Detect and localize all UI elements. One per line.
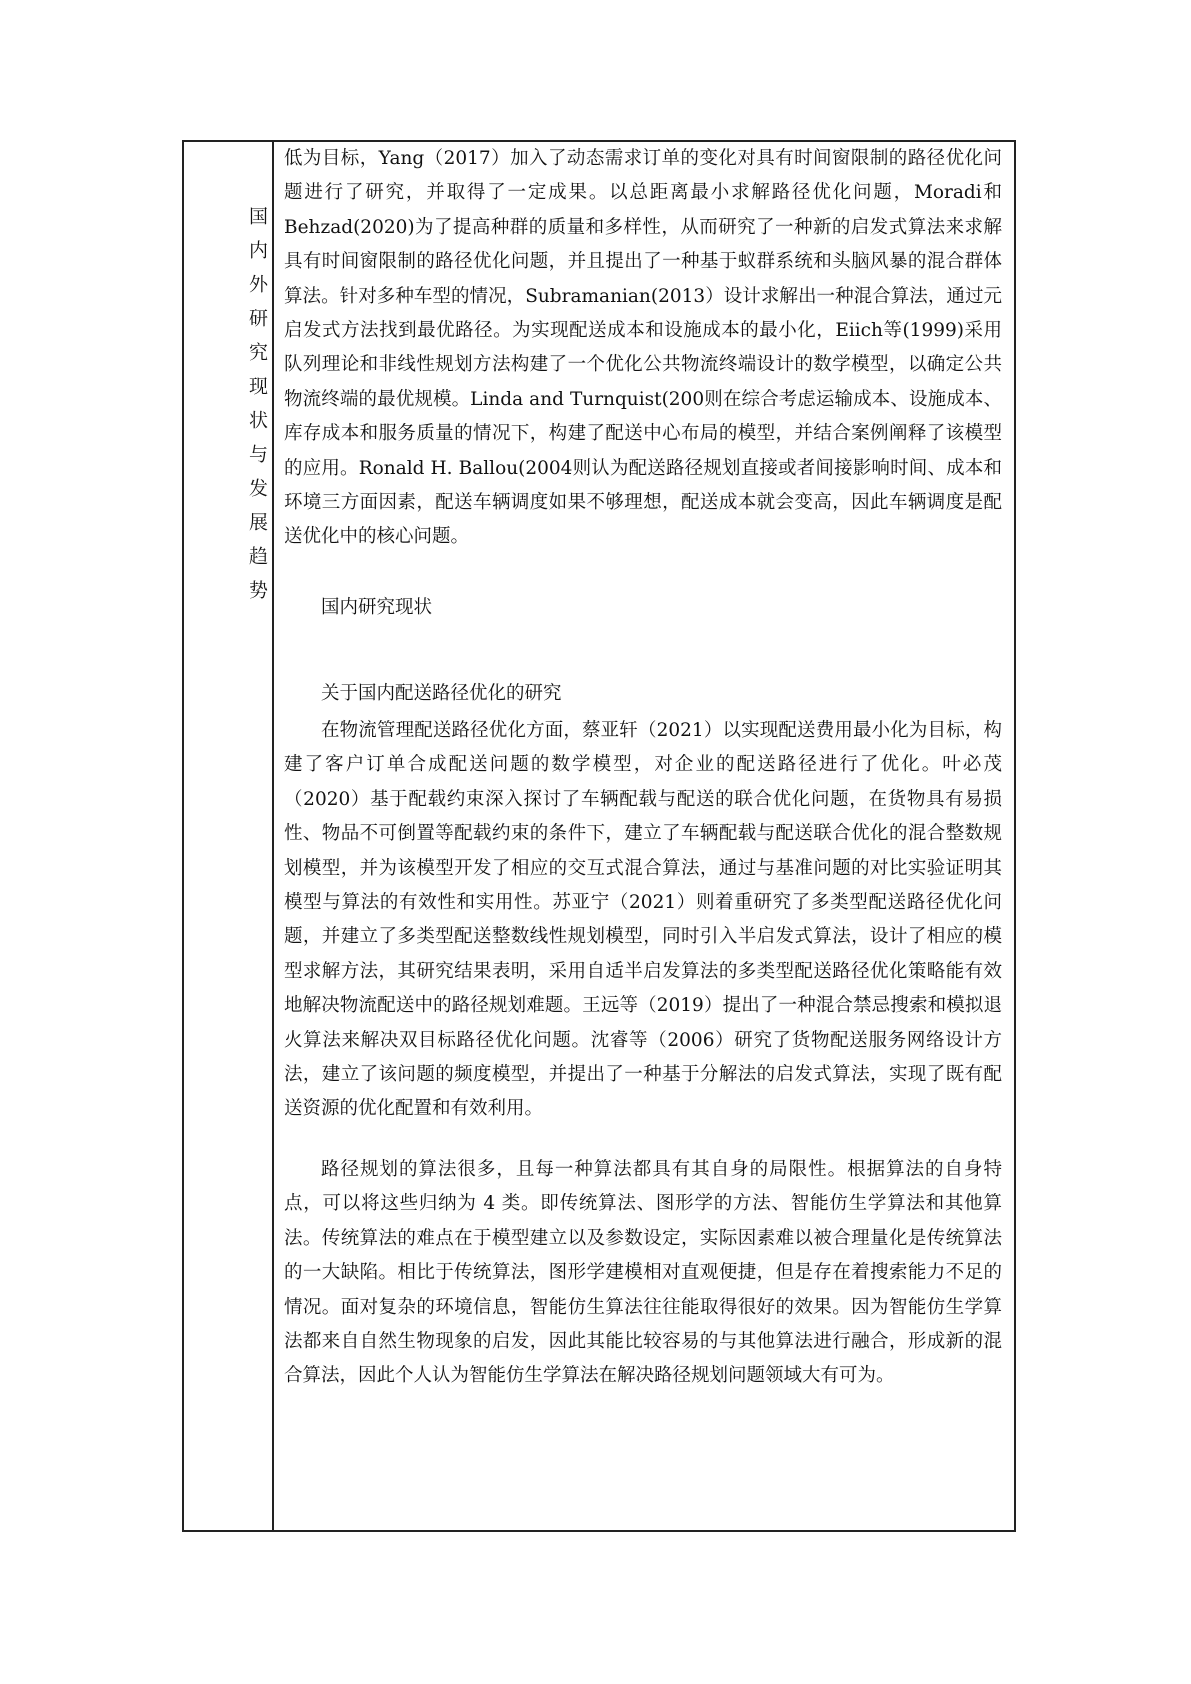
heading-domestic-status: 国内研究现状 xyxy=(321,596,433,618)
row-label: 国内外研究现状与发展趋势 xyxy=(246,206,268,614)
paragraph-algorithms: 路径规划的算法很多，且每一种算法都具有其自身的局限性。根据算法的自身特点，可以将这些归纳为 4 类。即传统算法、图形学的方法、智能仿生学算法和其他算法。传统算法的难点在于模型建立以及参数设定，实际因素难以被合理量化是传统算法的一大缺陷。相比于传统算法，图形学建模相对直观便捷，但是存在着搜索能力不足的情况。面对复杂的环境信息，智能仿生算法往往能取得很好的效果。因为智能仿生学算法都来自自然生物现象的启发，因此其能比较容易的与其他算法进行融合，形成新的混合算法，因此个人认为智能仿生学算法在解决路径规划问题领域大有可为。 xyxy=(284,1159,1002,1387)
heading-domestic-routing: 关于国内配送路径优化的研究 xyxy=(321,682,562,704)
paragraph-international: 低为目标，Yang（2017）加入了动态需求订单的变化对具有时间窗限制的路径优化问题进行了研究，并取得了一定成果。以总距离最小求解路径优化问题，Moradi和Behzad(2020)为了提高种群的质量和多样性，从而研究了一种新的启发式算法来求解具有时间窗限制的路径优化问题，并且提出了一种基于蚁群系统和头脑风暴的混合群体算法。针对多种车型的情况，Subramanian(2013）设计求解出一种混合算法，通过元启发式方法找到最优路径。为实现配送成本和设施成本的最小化，Eiich等(1999)采用队列理论和非线性规划方法构建了一个优化公共物流终端设计的数学模型，以确定公共物流终端的最优规模。Linda and Turnquist(200则在综合考虑运输成本、设施成本、库存成本和服务质量的情况下，构建了配送中心布局的模型，并结合案例阐释了该模型的应用。Ronald H. Ballou(2004则认为配送路径规划直接或者间接影响时间、成本和环境三方面因素，配送车辆调度如果不够理想，配送成本就会变高，因此车辆调度是配送优化中的核心问题。 xyxy=(284,148,1002,548)
row-label-cell xyxy=(184,142,274,1530)
paragraph-domestic: 在物流管理配送路径优化方面，蔡亚轩（2021）以实现配送费用最小化为目标，构建了客户订单合成配送问题的数学模型，对企业的配送路径进行了优化。叶必茂（2020）基于配载约束深入探讨了车辆配载与配送的联合优化问题，在货物具有易损性、物品不可倒置等配载约束的条件下，建立了车辆配载与配送联合优化的混合整数规划模型，并为该模型开发了相应的交互式混合算法，通过与基准问题的对比实验证明其模型与算法的有效性和实用性。苏亚宁（2021）则着重研究了多类型配送路径优化问题，并建立了多类型配送整数线性规划模型，同时引入半启发式算法，设计了相应的模型求解方法，其研究结果表明，采用自适半启发算法的多类型配送路径优化策略能有效地解决物流配送中的路径规划难题。王远等（2019）提出了一种混合禁忌搜索和模拟退火算法来解决双目标路径优化问题。沈睿等（2006）研究了货物配送服务网络设计方法，建立了该问题的频度模型，并提出了一种基于分解法的启发式算法，实现了既有配送资源的优化配置和有效利用。 xyxy=(284,720,1002,1120)
content-cell xyxy=(274,142,1014,1530)
research-table xyxy=(182,140,1016,1532)
